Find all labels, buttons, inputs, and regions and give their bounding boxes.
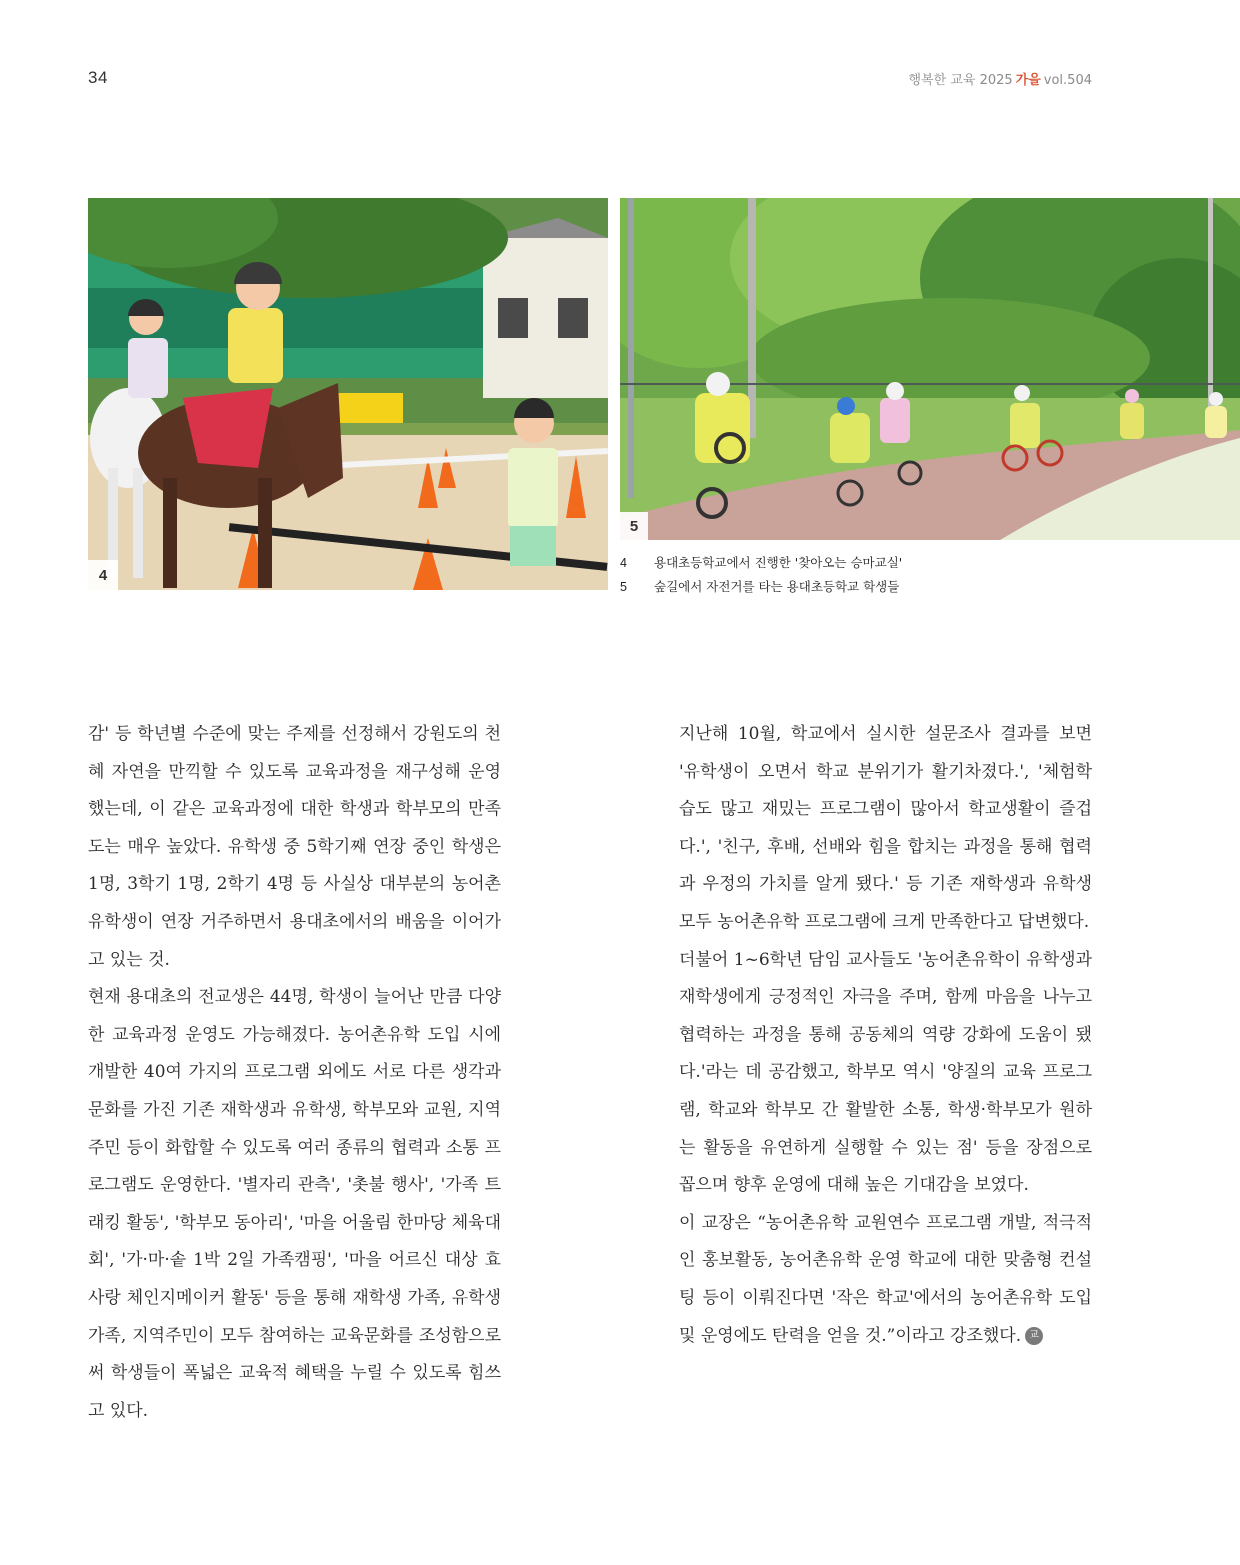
volume-label: vol.504 [1043,73,1092,88]
caption-5-number: 5 [620,580,627,594]
running-header [909,69,1092,88]
horse-riding-illustration [88,198,608,590]
photo-4-label: 4 [88,560,118,590]
article-paragraph-last [679,1205,1092,1355]
season-label: 가을 [1015,73,1041,88]
bicycle-forest-illustration [620,198,1240,540]
page-number: 34 [88,68,108,87]
caption-4-text: 용대초등학교에서 진행한 '찾아오는 승마교실' [654,555,903,570]
end-mark-icon: 교 [1025,1327,1043,1345]
caption-4-number: 4 [620,556,627,570]
article-paragraph: 현재 용대초의 전교생은 44명, 학생이 늘어난 만큼 다양한 교육과정 운영도 가능해졌다. 농어촌유학 도입 시에 개발한 40여 가지의 프로그램 외에도 서로 다른 생각과 문화를 가진 기존 재학생과 유학생, 학부모와 교원, 지역주민 등이 화합할 수 있도록 여러 종류의 협력과 소통 프로그램도 운영한다. '별자리 관측', '촛불 행사', '가족 트래킹 활동', '학부모 동아리', '마을 어울림 한마당 체육대회', '가·마·솥 1박 2일 가족캠핑', '마을 어르신 대상 효사랑 체인지메이커 활동' 등을 통해 재학생 가족, 유학생 가족, 지역주민이 모두 참여하는 교육문화를 조성함으로써 학생들이 폭넓은 교육적 혜택을 누릴 수 있도록 힘쓰고 있다. [88,987,501,1421]
caption-5 [620,575,902,599]
article-column-right [679,716,1092,1355]
article-paragraph-text: 이 교장은 “농어촌유학 교원연수 프로그램 개발, 적극적인 홍보활동, 농어촌유학 운영 학교에 대한 맞춤형 컨설팅 등이 이뤄진다면 '작은 학교'에서의 농어촌유학 도입 및 운영에도 탄력을 얻을 것.”이라고 강조했다. [679,1212,1092,1346]
article-paragraph: 더불어 1~6학년 담임 교사들도 '농어촌유학이 유학생과 재학생에게 긍정적인 자극을 주며, 함께 마음을 나누고 협력하는 과정을 통해 공동체의 역량 강화에 도움이 됐다.'라는 데 공감했고, 학부모 역시 '양질의 교육 프로그램, 학교와 학부모 간 활발한 소통, 학생·학부모가 원하는 활동을 유연하게 실행할 수 있는 점' 등을 장점으로 꼽으며 향후 운영에 대해 높은 기대감을 보였다. [679,949,1092,1196]
article-paragraph: 감' 등 학년별 수준에 맞는 주제를 선정해서 강원도의 천혜 자연을 만끽할 수 있도록 교육과정을 재구성해 운영했는데, 이 같은 교육과정에 대한 학생과 학부모의 만족도는 매우 높았다. 유학생 중 5학기째 연장 중인 학생은 1명, 3학기 1명, 2학기 4명 등 사실상 대부분의 농어촌유학생이 연장 거주하면서 용대초에서의 배움을 이어가고 있는 것. [88,724,501,970]
caption-4 [620,551,902,575]
photo-bicycle-forest [620,198,1240,540]
photo-5-label: 5 [620,512,648,540]
caption-5-text: 숲길에서 자전거를 타는 용대초등학교 학생들 [654,579,900,594]
article-paragraph: 지난해 10월, 학교에서 실시한 설문조사 결과를 보면 '유학생이 오면서 학교 분위기가 활기차졌다.', '체험학습도 많고 재밌는 프로그램이 많아서 학교생활이 즐겁다.', '친구, 후배, 선배와 힘을 합치는 과정을 통해 협력과 우정의 가치를 알게 됐다.' 등 기존 재학생과 유학생 모두 농어촌유학 프로그램에 크게 만족한다고 답변했다. [679,724,1092,932]
photo-horse-riding [88,198,608,590]
article-column-left [88,716,501,1430]
magazine-title: 행복한 교육 2025 [908,73,1013,88]
photo-captions [620,551,902,599]
